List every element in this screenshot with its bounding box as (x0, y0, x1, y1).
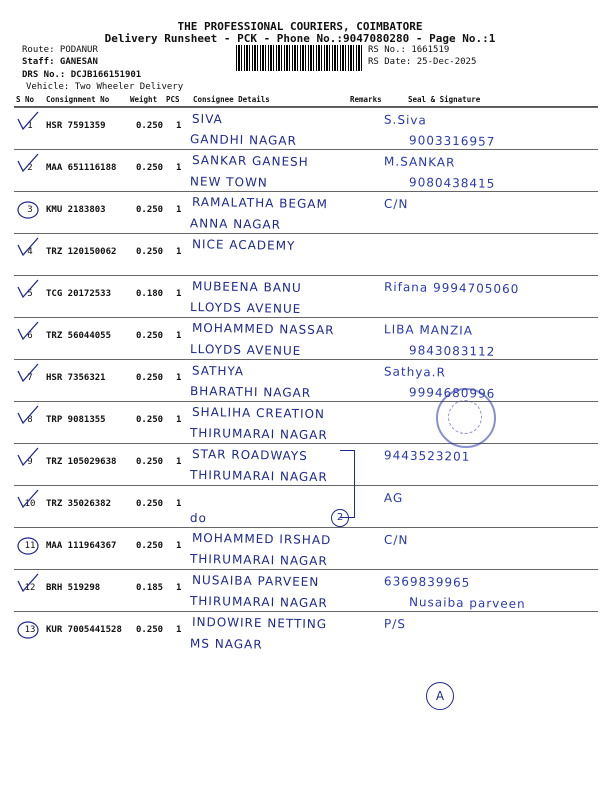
handwritten-consignee-name: SHALIHA CREATION (191, 404, 326, 422)
pieces-count: 1 (176, 373, 182, 383)
company-seal-stamp (436, 388, 496, 448)
handwritten-consignee-name: SANKAR GANESH (191, 152, 309, 170)
handwritten-phone: 9843083112 (408, 343, 496, 359)
handwritten-consignee-name: RAMALATHA BEGAM (191, 194, 329, 212)
pieces-count: 1 (176, 583, 182, 593)
col-sno: S No (16, 95, 35, 104)
pieces-count: 1 (176, 499, 182, 509)
weight-value: 0.185 (136, 583, 164, 593)
col-seal: Seal & Signature (408, 95, 481, 104)
handwritten-signature: C/N (383, 532, 409, 548)
pieces-count: 1 (176, 331, 182, 341)
handwritten-consignee-name: NUSAIBA PARVEEN (191, 572, 320, 590)
handwritten-consignee-name: SATHYA (191, 363, 245, 379)
handwritten-consignee-area: GANDHI NAGAR (189, 132, 298, 148)
consignment-number: TRZ 105029638 (46, 457, 117, 467)
handwritten-signature: LIBA MANZIA (383, 322, 474, 338)
consignment-number: MAA 651116188 (46, 163, 117, 173)
serial-number: 7 (27, 373, 33, 383)
weight-value: 0.250 (136, 331, 164, 341)
weight-value: 0.250 (136, 457, 164, 467)
serial-number: 6 (27, 331, 33, 341)
table-row (14, 107, 598, 149)
weight-value: 0.250 (136, 541, 164, 551)
serial-number: 11 (24, 541, 36, 551)
handwritten-signature: M.SANKAR (383, 154, 456, 170)
handwritten-phone: 9003316957 (408, 133, 496, 149)
handwritten-phone: 9080438415 (408, 175, 496, 191)
handwritten-consignee-area: ANNA NAGAR (189, 216, 282, 232)
pieces-count: 1 (176, 625, 182, 635)
table-row (14, 317, 598, 359)
table-row (14, 527, 598, 569)
serial-number: 5 (27, 289, 33, 299)
consignment-number: TRZ 35026382 (46, 499, 112, 509)
consignment-number: KUR 7005441528 (46, 625, 122, 635)
table-row (14, 611, 598, 653)
serial-number: 3 (27, 205, 33, 215)
weight-value: 0.250 (136, 163, 164, 173)
pieces-count: 1 (176, 121, 182, 131)
row-divider (14, 401, 598, 402)
col-weight: Weight (130, 95, 158, 104)
handwritten-consignee-area: THIRUMARAI NAGAR (189, 425, 328, 443)
pieces-count: 1 (176, 541, 182, 551)
handwritten-consignee-area: BHARATHI NAGAR (189, 383, 312, 401)
row-divider (14, 275, 598, 276)
handwritten-signature: S.Siva (383, 112, 427, 128)
table-row (14, 569, 598, 611)
handwritten-consignee-area: NEW TOWN (189, 174, 268, 190)
serial-number: 9 (27, 457, 33, 467)
serial-number: 8 (27, 415, 33, 425)
consignment-number: BRH 519298 (46, 583, 101, 593)
pieces-count: 1 (176, 205, 182, 215)
pieces-count: 1 (176, 457, 182, 467)
handwritten-consignee-name: INDOWIRE NETTING (191, 614, 328, 632)
consignment-number: TRP 9081355 (46, 415, 106, 425)
weight-value: 0.180 (136, 289, 164, 299)
route-label: Route: PODANUR (22, 45, 98, 55)
handwritten-phone: Nusaiba parveen (408, 594, 526, 612)
handwritten-consignee-area: MS NAGAR (189, 636, 263, 652)
handwritten-phone: 9994680996 (408, 385, 496, 401)
circled-two-mark: 2 (331, 509, 349, 527)
col-pcs: PCS (166, 95, 180, 104)
row-divider (14, 569, 598, 570)
handwritten-consignee-area: THIRUMARAI NAGAR (189, 593, 328, 611)
handwritten-consignee-area: do (189, 510, 208, 526)
handwritten-consignee-name: MUBEENA BANU (191, 279, 302, 295)
pieces-count: 1 (176, 415, 182, 425)
handwritten-signature: AG (383, 490, 404, 506)
handwritten-signature: Rifana 9994705060 (383, 279, 520, 297)
handwritten-consignee-name: NICE ACADEMY (191, 237, 296, 253)
col-consignment: Consignment No (46, 95, 110, 104)
table-row (14, 401, 598, 443)
handwritten-signature: 6369839965 (383, 574, 471, 590)
serial-number: 1 (27, 121, 33, 131)
handwritten-consignee-area: LLOYDS AVENUE (189, 300, 302, 316)
consignment-number: HSR 7356321 (46, 373, 106, 383)
table-row (14, 149, 598, 191)
table-row (14, 191, 598, 233)
table-row (14, 443, 598, 485)
pieces-count: 1 (176, 163, 182, 173)
consignment-number: MAA 111964367 (46, 541, 117, 551)
weight-value: 0.250 (136, 247, 164, 257)
pieces-count: 1 (176, 289, 182, 299)
row-divider (14, 107, 598, 108)
barcode (236, 45, 364, 71)
row-divider (14, 317, 598, 318)
handwritten-consignee-name: STAR ROADWAYS (191, 446, 308, 464)
weight-value: 0.250 (136, 205, 164, 215)
row-divider (14, 191, 598, 192)
row-divider (14, 527, 598, 528)
row-divider (14, 359, 598, 360)
vehicle-label: Vehicle: Two Wheeler Delivery (26, 82, 184, 92)
row-divider (14, 611, 598, 612)
circled-a-mark: A (426, 682, 454, 710)
table-row (14, 485, 598, 527)
handwritten-consignee-name: SIVA (191, 111, 223, 127)
col-consignee: Consignee Details (193, 95, 270, 104)
handwritten-consignee-area: THIRUMARAI NAGAR (189, 467, 328, 485)
row-divider (14, 443, 598, 444)
table-row (14, 233, 598, 275)
handwritten-signature: Sathya.R (383, 364, 447, 380)
serial-number: 2 (27, 163, 33, 173)
staff-label: Staff: GANESAN (22, 57, 98, 67)
weight-value: 0.250 (136, 499, 164, 509)
handwritten-consignee-name: MOHAMMED NASSAR (191, 320, 335, 338)
runsheet-subtitle: Delivery Runsheet - PCK - Phone No.:9047080280 - Page No.:1 (104, 32, 496, 45)
consignment-number: TRZ 120150062 (46, 247, 117, 257)
consignment-number: HSR 7591359 (46, 121, 106, 131)
drs-number: DRS No.: DCJB166151901 (22, 70, 142, 80)
row-divider (14, 149, 598, 150)
table-row (14, 359, 598, 401)
consignment-number: KMU 2183803 (46, 205, 106, 215)
rs-date: RS Date: 25-Dec-2025 (368, 57, 477, 67)
handwritten-signature: C/N (383, 196, 409, 212)
col-remarks: Remarks (350, 95, 382, 104)
serial-number: 12 (24, 583, 36, 593)
serial-number: 10 (24, 499, 36, 509)
row-divider (14, 233, 598, 234)
serial-number: 4 (27, 247, 33, 257)
handwritten-signature: 9443523201 (383, 448, 471, 464)
table-row (14, 275, 598, 317)
handwritten-consignee-area: LLOYDS AVENUE (189, 342, 302, 358)
consignment-number: TCG 20172533 (46, 289, 112, 299)
weight-value: 0.250 (136, 415, 164, 425)
rs-number: RS No.: 1661519 (368, 45, 450, 55)
consignment-number: TRZ 56044055 (46, 331, 112, 341)
handwritten-signature: P/S (383, 616, 407, 632)
company-title: THE PROFESSIONAL COURIERS, COIMBATORE (177, 20, 423, 33)
pieces-count: 1 (176, 247, 182, 257)
weight-value: 0.250 (136, 625, 164, 635)
weight-value: 0.250 (136, 121, 164, 131)
weight-value: 0.250 (136, 373, 164, 383)
serial-number: 13 (24, 625, 36, 635)
grouping-bracket (340, 450, 355, 518)
handwritten-consignee-area: THIRUMARAI NAGAR (189, 551, 328, 569)
handwritten-consignee-name: MOHAMMED IRSHAD (191, 530, 332, 548)
row-divider (14, 485, 598, 486)
